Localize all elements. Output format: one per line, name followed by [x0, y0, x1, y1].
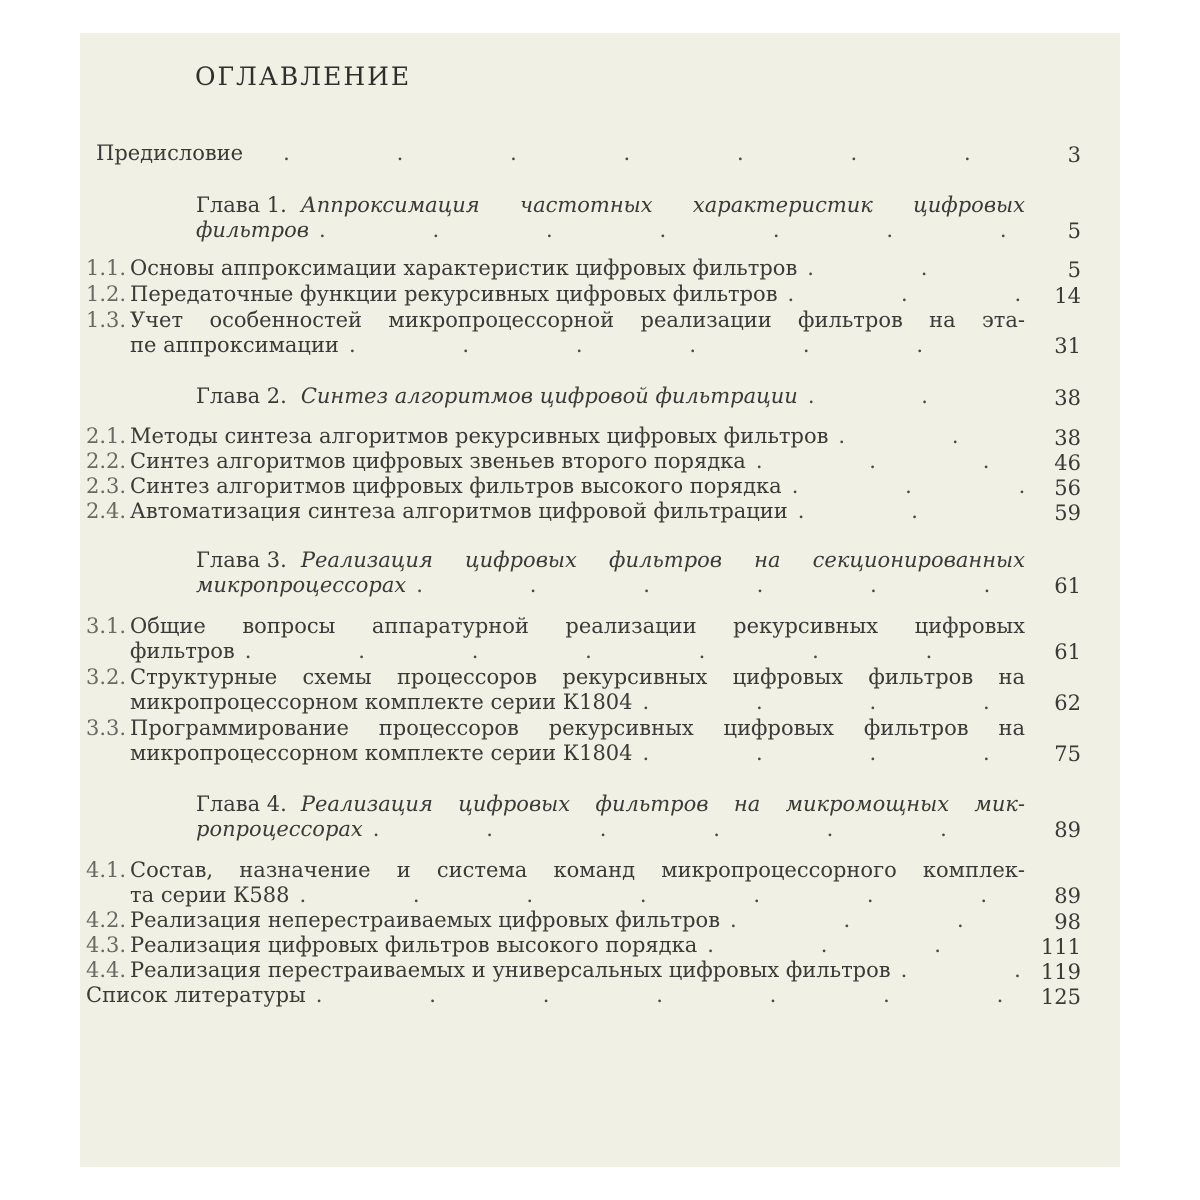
section-title-cont: фильтров	[130, 639, 235, 663]
leader-dots	[416, 573, 1025, 598]
toc-chapter-4	[196, 792, 1081, 844]
chapter-label: Глава 1.	[196, 193, 287, 217]
section-title-cont: пе аппроксимации	[130, 333, 339, 357]
toc-section-2-3	[86, 474, 1081, 502]
leader-dots	[349, 333, 1025, 358]
section-title: Автоматизация синтеза алгоритмов цифровой фильтрации	[130, 499, 788, 523]
section-number: 1.3.	[86, 308, 127, 332]
leader-dots	[798, 499, 1025, 524]
leader-dots	[643, 690, 1025, 715]
section-title: Учет особенностей микропроцессорной реализации фильтров на эта-	[130, 308, 1025, 332]
entry-title: Список литературы	[86, 983, 306, 1007]
chapter-title: Реализация цифровых фильтров на секционированных	[300, 548, 1025, 572]
section-title: Реализация неперестраиваемых цифровых фильтров	[130, 908, 721, 932]
leader-dots	[838, 424, 1025, 449]
section-title: Программирование процессоров рекурсивных цифровых фильтров на	[130, 716, 1025, 740]
section-title: Передаточные функции рекурсивных цифровых фильтров	[130, 282, 778, 306]
section-number: 2.3.	[86, 474, 127, 498]
entry-title: Предисловие	[96, 141, 244, 165]
leader-dots	[707, 933, 1025, 958]
section-page: 119	[1040, 960, 1081, 984]
chapter-page: 89	[1054, 818, 1081, 842]
chapter-page: 38	[1054, 386, 1081, 410]
section-number: 2.1.	[86, 424, 127, 448]
leader-dots	[792, 474, 1025, 499]
toc-entry-bibliography	[86, 983, 1081, 1011]
toc-section-4-2	[86, 908, 1081, 936]
toc-chapter-2	[196, 384, 1081, 412]
section-title-cont: микропроцессорном комплекте серии К1804	[130, 741, 633, 765]
entry-page: 125	[1040, 985, 1081, 1009]
section-page: 56	[1054, 476, 1081, 500]
section-title: Синтез алгоритмов цифровых звеньев второго порядка	[130, 449, 746, 473]
section-page: 89	[1054, 884, 1081, 908]
section-page: 75	[1054, 742, 1081, 766]
toc-chapter-1	[196, 193, 1081, 245]
section-number: 2.2.	[86, 449, 127, 473]
leader-dots	[756, 449, 1025, 474]
section-title: Методы синтеза алгоритмов рекурсивных цифровых фильтров	[130, 424, 829, 448]
chapter-title-cont: ропроцессорах	[196, 817, 363, 841]
leader-dots	[901, 958, 1025, 983]
entry-page: 3	[1067, 143, 1081, 167]
section-page: 61	[1054, 640, 1081, 664]
toc-section-1-2	[86, 282, 1081, 310]
section-number: 2.4.	[86, 499, 127, 523]
chapter-title: Аппроксимация частотных характеристик цифровых	[300, 193, 1025, 217]
chapter-label: Глава 2.	[196, 384, 287, 408]
toc-section-3-2	[86, 665, 1081, 717]
chapter-label: Глава 3.	[196, 548, 287, 572]
leader-dots	[316, 983, 1025, 1008]
leader-dots	[807, 256, 1025, 281]
leader-dots	[788, 282, 1025, 307]
section-title-cont: та серии К588	[130, 883, 290, 907]
toc-section-4-4	[86, 958, 1081, 986]
leader-dots	[245, 639, 1025, 664]
section-number: 3.3.	[86, 716, 127, 740]
toc-section-4-3	[86, 933, 1081, 961]
section-title: Структурные схемы процессоров рекурсивных цифровых фильтров на	[130, 665, 1025, 689]
section-title: Основы аппроксимации характеристик цифровых фильтров	[130, 256, 798, 280]
toc-section-2-2	[86, 449, 1081, 477]
chapter-title-cont: фильтров	[196, 218, 309, 242]
section-number: 4.1.	[86, 858, 127, 882]
section-page: 98	[1054, 910, 1081, 934]
chapter-page: 61	[1054, 574, 1081, 598]
section-number: 4.2.	[86, 908, 127, 932]
section-title: Состав, назначение и система команд микропроцессорного комплек-	[130, 858, 1025, 882]
section-page: 31	[1054, 334, 1081, 358]
leader-dots	[808, 384, 1025, 409]
toc-entry-preface	[96, 141, 1081, 169]
leader-dots	[299, 883, 1025, 908]
toc-section-4-1	[86, 858, 1081, 910]
chapter-title: Реализация цифровых фильтров на микромощных мик-	[300, 792, 1025, 816]
leader-dots	[319, 218, 1025, 243]
section-number: 4.4.	[86, 958, 127, 982]
section-title: Синтез алгоритмов цифровых фильтров высокого порядка	[130, 474, 782, 498]
section-page: 111	[1040, 935, 1081, 959]
toc-section-2-1	[86, 424, 1081, 452]
section-page: 38	[1054, 426, 1081, 450]
toc-heading: ОГЛАВЛЕНИЕ	[195, 62, 412, 91]
leader-dots	[730, 908, 1025, 933]
section-number: 4.3.	[86, 933, 127, 957]
chapter-title-cont: микропроцессорах	[196, 573, 407, 597]
section-number: 3.1.	[86, 614, 127, 638]
chapter-title: Синтез алгоритмов цифровой фильтрации	[300, 384, 798, 408]
toc-section-3-1	[86, 614, 1081, 666]
toc-section-3-3	[86, 716, 1081, 768]
section-page: 59	[1054, 501, 1081, 525]
section-number: 1.1.	[86, 256, 127, 280]
section-page: 5	[1067, 258, 1081, 282]
toc-section-2-4	[86, 499, 1081, 527]
section-title-cont: микропроцессорном комплекте серии К1804	[130, 690, 633, 714]
toc-section-1-3	[86, 308, 1081, 360]
toc-section-1-1	[86, 256, 1081, 284]
toc-chapter-3	[196, 548, 1081, 600]
section-title: Реализация цифровых фильтров высокого порядка	[130, 933, 698, 957]
section-page: 46	[1054, 451, 1081, 475]
chapter-label: Глава 4.	[196, 792, 287, 816]
section-title: Общие вопросы аппаратурной реализации рекурсивных цифровых	[130, 614, 1025, 638]
chapter-page: 5	[1067, 219, 1081, 243]
leader-dots	[643, 741, 1025, 766]
section-title: Реализация перестраиваемых и универсальных цифровых фильтров	[130, 958, 891, 982]
section-page: 14	[1054, 284, 1081, 308]
leader-dots	[373, 817, 1025, 842]
section-number: 3.2.	[86, 665, 127, 689]
leader-dots	[283, 141, 1025, 166]
section-page: 62	[1054, 691, 1081, 715]
section-number: 1.2.	[86, 282, 127, 306]
